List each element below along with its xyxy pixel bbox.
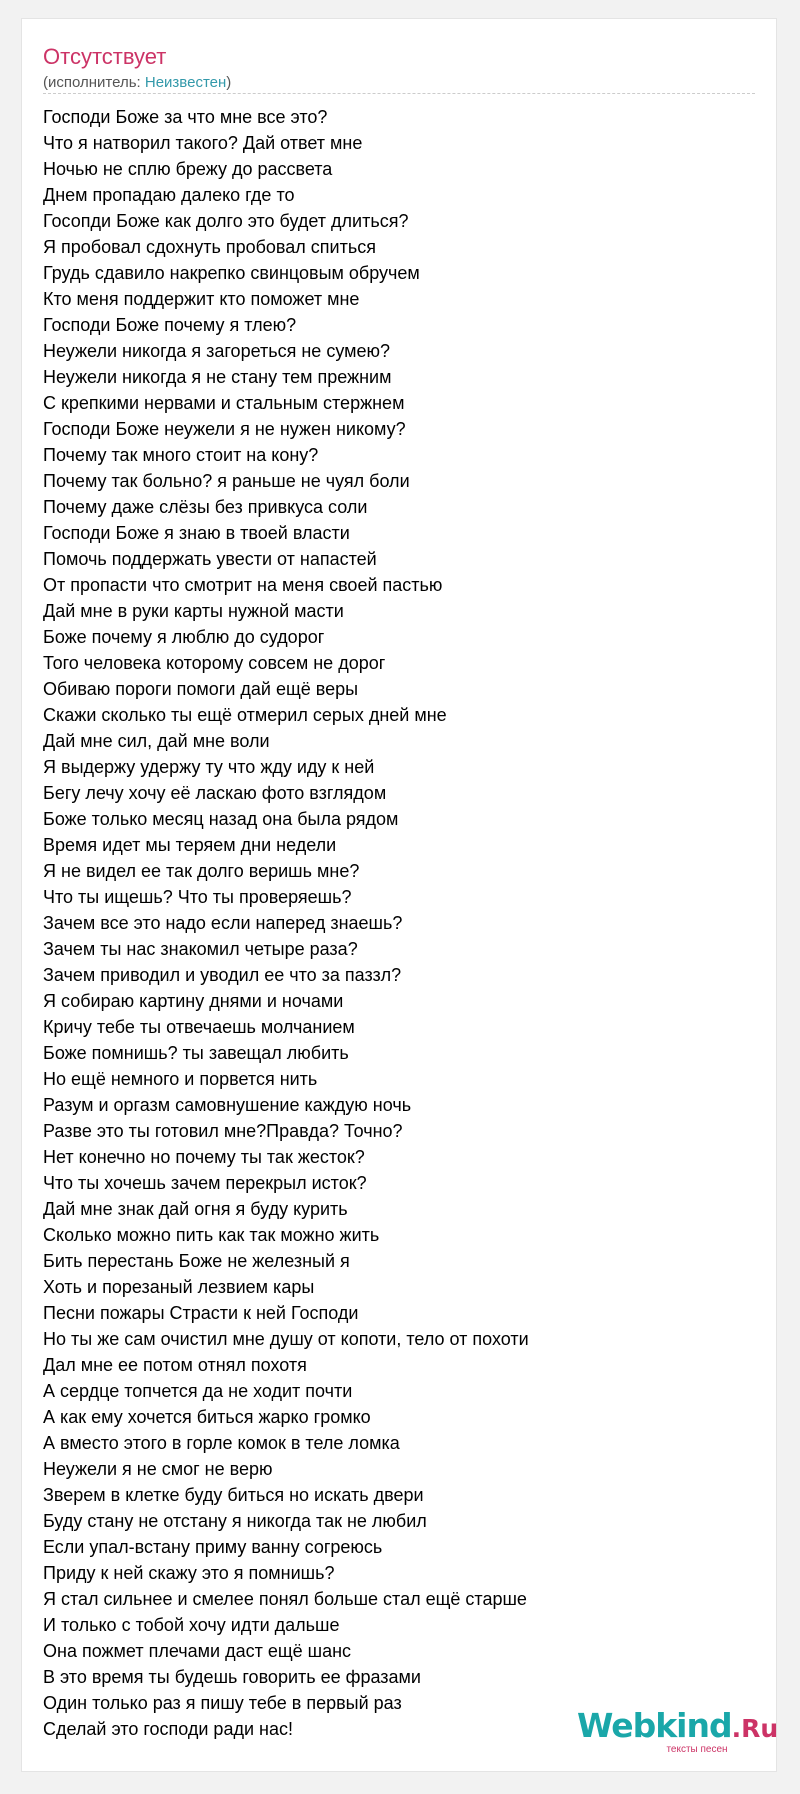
- lyric-line: Зверем в клетке буду биться но искать двери: [43, 1485, 424, 1505]
- lyric-line: А вместо этого в горле комок в теле ломка: [43, 1433, 400, 1453]
- lyric-line: Боже почему я люблю до судорог: [43, 627, 325, 647]
- lyric-line: Если упал-встану приму ванну согреюсь: [43, 1537, 383, 1557]
- lyric-line: Днем пропадаю далеко где то: [43, 185, 295, 205]
- lyric-line: Что ты ищешь? Что ты проверяешь?: [43, 887, 352, 907]
- artist-link[interactable]: Неизвестен: [144, 74, 227, 91]
- lyric-line: Господи Боже почему я тлею?: [43, 315, 297, 335]
- lyric-line: Время идет мы теряем дни недели: [43, 835, 337, 855]
- lyric-line: Приду к ней скажу это я помнишь?: [43, 1563, 335, 1583]
- lyric-line: А как ему хочется биться жарко громко: [43, 1407, 371, 1427]
- lyric-line: Неужели никогда я не стану тем прежним: [43, 367, 392, 387]
- lyric-line: Господи Боже неужели я не нужен никому?: [43, 419, 406, 439]
- lyric-line: Что я натворил такого? Дай ответ мне: [43, 133, 363, 153]
- lyric-line: Обиваю пороги помоги дай ещё веры: [43, 679, 359, 699]
- lyric-line: Дал мне ее потом отнял похотя: [43, 1355, 307, 1375]
- dashed-divider: [43, 93, 755, 94]
- lyric-line: Разум и оргазм самовнушение каждую ночь: [43, 1095, 412, 1115]
- lyric-line: Боже только месяц назад она была рядом: [43, 809, 399, 829]
- lyric-line: Госопди Боже как долго это будет длиться?: [43, 211, 409, 231]
- lyric-line: Что ты хочешь зачем перекрыл исток?: [43, 1173, 367, 1193]
- lyric-line: Она пожмет плечами даст ещё шанс: [43, 1641, 352, 1661]
- lyric-line: Бегу лечу хочу её ласкаю фото взглядом: [43, 783, 387, 803]
- logo-domain: .Ru: [731, 1714, 779, 1743]
- lyric-line: В это время ты будешь говорить ее фразами: [43, 1667, 421, 1687]
- lyric-line: Ночью не сплю брежу до рассвета: [43, 159, 333, 179]
- lyrics-card: [21, 18, 777, 1772]
- lyric-line: Боже помнишь? ты завещал любить: [43, 1043, 349, 1063]
- lyric-line: Грудь сдавило накрепко свинцовым обручем: [43, 263, 420, 283]
- lyric-line: Зачем все это надо если наперед знаешь?: [43, 913, 403, 933]
- lyric-line: Того человека которому совсем не дорог: [43, 653, 386, 673]
- lyric-line: Я не видел ее так долго веришь мне?: [43, 861, 360, 881]
- lyric-line: Почему так больно? я раньше не чуял боли: [43, 471, 410, 491]
- lyric-line: Разве это ты готовил мне?Правда? Точно?: [43, 1121, 403, 1141]
- lyric-line: Сделай это господи ради нас!: [43, 1719, 293, 1739]
- lyric-line: Но ещё немного и порвется нить: [43, 1069, 318, 1089]
- lyric-line: Бить перестань Боже не железный я: [43, 1251, 350, 1271]
- lyric-line: Я собираю картину днями и ночами: [43, 991, 344, 1011]
- lyric-line: Буду стану не отстану я никогда так не любил: [43, 1511, 427, 1531]
- lyric-line: С крепкими нервами и стальным стержнем: [43, 393, 405, 413]
- lyric-line: Неужели я не смог не верю: [43, 1459, 273, 1479]
- logo-tagline: тексты песен: [666, 1744, 728, 1755]
- lyric-line: Кто меня поддержит кто поможет мне: [43, 289, 360, 309]
- lyric-line: Я выдержу удержу ту что жду иду к ней: [43, 757, 375, 777]
- webkind-logo[interactable]: [577, 1706, 779, 1761]
- lyric-line: Кричу тебе ты отвечаешь молчанием: [43, 1017, 355, 1037]
- lyric-line: Господи Боже за что мне все это?: [43, 107, 328, 127]
- lyric-line: Почему так много стоит на кону?: [43, 445, 319, 465]
- lyric-line: Дай мне знак дай огня я буду курить: [43, 1199, 348, 1219]
- lyric-line: Я пробовал сдохнуть пробовал спиться: [43, 237, 376, 257]
- logo-name: Webkind: [577, 1706, 732, 1745]
- lyric-line: От пропасти что смотрит на меня своей пастью: [43, 575, 443, 595]
- lyric-line: Скажи сколько ты ещё отмерил серых дней мне: [43, 705, 447, 725]
- artist-suffix: ): [226, 74, 232, 91]
- lyric-line: Сколько можно пить как так можно жить: [43, 1225, 380, 1245]
- logo-wordmark: [577, 1706, 779, 1748]
- song-title: Отсутствует: [43, 44, 167, 69]
- lyric-line: Зачем ты нас знакомил четыре раза?: [43, 939, 358, 959]
- lyric-line: Нет конечно но почему ты так жесток?: [43, 1147, 365, 1167]
- lyric-line: Один только раз я пишу тебе в первый раз: [43, 1693, 402, 1713]
- lyric-line: Хоть и порезаный лезвием кары: [43, 1277, 315, 1297]
- lyric-line: Песни пожары Страсти к ней Господи: [43, 1303, 359, 1323]
- artist-prefix: (исполнитель:: [43, 74, 145, 91]
- lyric-line: Почему даже слёзы без привкуса соли: [43, 497, 368, 517]
- artist-line: [43, 73, 231, 93]
- lyric-line: А сердце топчется да не ходит почти: [43, 1381, 353, 1401]
- lyric-line: Дай мне в руки карты нужной масти: [43, 601, 344, 621]
- lyric-line: Дай мне сил, дай мне воли: [43, 731, 270, 751]
- lyric-line: Господи Боже я знаю в твоей власти: [43, 523, 350, 543]
- lyrics-list: [43, 104, 755, 1742]
- lyric-line: Помочь поддержать увести от напастей: [43, 549, 377, 569]
- lyric-line: И только с тобой хочу идти дальше: [43, 1615, 340, 1635]
- lyric-line: Неужели никогда я загореться не сумею?: [43, 341, 391, 361]
- lyric-line: Я стал сильнее и смелее понял больше стал ещё старше: [43, 1589, 527, 1609]
- lyric-line: Но ты же сам очистил мне душу от копоти, тело от похоти: [43, 1329, 529, 1349]
- lyric-line: Зачем приводил и уводил ее что за паззл?: [43, 965, 402, 985]
